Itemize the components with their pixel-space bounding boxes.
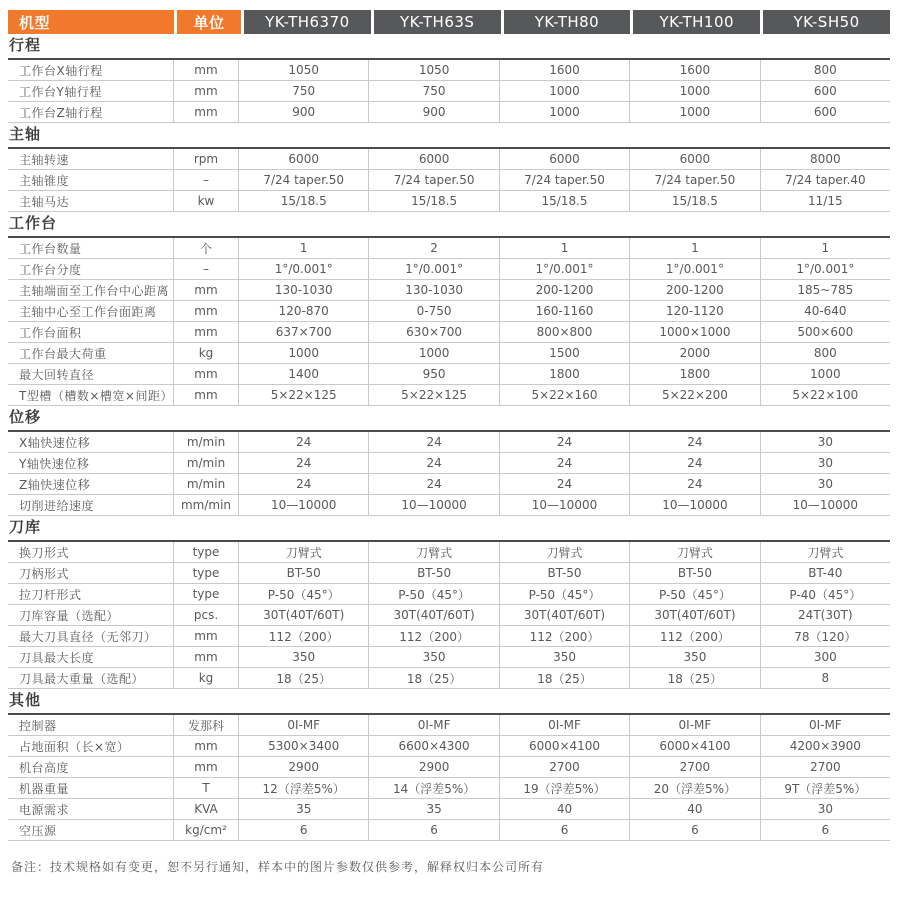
row-value-YK-TH80: P-50（45°） — [500, 584, 630, 604]
row-value-YK-TH80: 10—10000 — [500, 495, 630, 515]
table-row — [8, 736, 890, 757]
row-label: 机器重量 — [8, 778, 174, 798]
row-unit: m/min — [174, 474, 239, 494]
row-value-YK-SH50: 600 — [813, 84, 837, 98]
row-label: 工作台面积 — [8, 322, 174, 342]
table-row — [8, 149, 890, 170]
row-value-YK-SH50: 800 — [813, 346, 837, 360]
row-value-YK-TH100: 7/24 taper.50 — [630, 170, 760, 190]
row-value-YK-SH50: 30 — [817, 456, 833, 470]
row-unit: rpm — [174, 149, 239, 169]
table-row — [8, 191, 890, 212]
row-value-YK-TH100: 5×22×200 — [630, 385, 760, 405]
row-unit: kg/cm² — [174, 820, 239, 840]
section-2 — [8, 123, 890, 212]
row-value-YK-TH80: 7/24 taper.50 — [500, 170, 630, 190]
table-row — [8, 280, 890, 301]
row-value-YK-TH6370: 112（200） — [239, 626, 369, 646]
row-value-YK-TH63S: 5×22×125 — [369, 385, 499, 405]
header-model-2: YK-TH63S — [374, 10, 501, 34]
table-row — [8, 778, 890, 799]
row-value-YK-TH6370: 1400 — [239, 364, 369, 384]
row-value-YK-SH50: 78（120） — [794, 629, 857, 644]
row-value-YK-TH63S: 750 — [369, 81, 499, 101]
table-row — [8, 495, 890, 516]
row-value-YK-SH50: 24T(30T) — [798, 608, 853, 622]
row-label: 刀柄形式 — [8, 563, 174, 583]
row-value-YK-TH80: 1000 — [500, 81, 630, 101]
row-label: Y轴快速位移 — [8, 453, 174, 473]
section-title: 刀库 — [8, 516, 890, 542]
row-value-YK-TH63S: BT-50 — [369, 563, 499, 583]
row-value-YK-TH6370: 637×700 — [239, 322, 369, 342]
row-value-YK-TH100: BT-50 — [630, 563, 760, 583]
row-value-YK-TH100: 112（200） — [630, 626, 760, 646]
row-value-YK-TH80: 18（25） — [500, 668, 630, 688]
table-row — [8, 542, 890, 563]
row-value-YK-TH6370: 24 — [239, 474, 369, 494]
row-unit: KVA — [174, 799, 239, 819]
row-value-YK-TH63S: 24 — [369, 453, 499, 473]
table-row — [8, 715, 890, 736]
table-row — [8, 238, 890, 259]
row-value-YK-TH100: P-50（45°） — [630, 584, 760, 604]
row-label: 占地面积（长×宽） — [8, 736, 174, 756]
row-value-YK-TH63S: 35 — [369, 799, 499, 819]
row-value-YK-SH50: 40-640 — [804, 304, 847, 318]
row-value-YK-TH6370: 900 — [239, 102, 369, 122]
row-label: 电源需求 — [8, 799, 174, 819]
row-value-YK-TH6370: 0I-MF — [239, 715, 369, 735]
table-row — [8, 170, 890, 191]
row-value-YK-TH80: 112（200） — [500, 626, 630, 646]
row-unit: – — [174, 170, 239, 190]
section-5 — [8, 516, 890, 689]
row-value-YK-TH80: 160-1160 — [500, 301, 630, 321]
row-value-YK-SH50: 1 — [821, 241, 830, 255]
row-value-YK-SH50: 4200×3900 — [789, 739, 861, 753]
row-value-YK-TH63S: 30T(40T/60T) — [369, 605, 499, 625]
row-value-YK-TH80: 1 — [500, 238, 630, 258]
row-unit: kg — [174, 668, 239, 688]
row-unit: m/min — [174, 453, 239, 473]
section-title: 主轴 — [8, 123, 890, 149]
row-label: 主轴中心至工作台面距离 — [8, 301, 174, 321]
table-row — [8, 102, 890, 123]
row-value-YK-SH50: 800 — [813, 63, 837, 77]
row-value-YK-TH63S: 18（25） — [369, 668, 499, 688]
row-value-YK-TH63S: 24 — [369, 474, 499, 494]
row-value-YK-TH6370: 18（25） — [239, 668, 369, 688]
row-unit: kg — [174, 343, 239, 363]
row-value-YK-TH80: 1600 — [500, 60, 630, 80]
row-value-YK-SH50: 1000 — [810, 367, 841, 381]
row-value-YK-SH50: 6 — [821, 823, 830, 837]
row-unit: mm — [174, 626, 239, 646]
table-row — [8, 364, 890, 385]
row-value-YK-TH63S: 15/18.5 — [369, 191, 499, 211]
row-value-YK-TH80: 24 — [500, 474, 630, 494]
row-value-YK-TH6370: 1000 — [239, 343, 369, 363]
row-value-YK-TH6370: 5300×3400 — [239, 736, 369, 756]
row-value-YK-TH6370: 刀臂式 — [239, 542, 369, 562]
row-value-YK-TH100: 1000×1000 — [630, 322, 760, 342]
row-value-YK-SH50: 5×22×100 — [792, 388, 859, 402]
table-row — [8, 453, 890, 474]
table-row — [8, 385, 890, 406]
table-row — [8, 605, 890, 626]
row-value-YK-SH50: 30 — [817, 477, 833, 491]
row-unit: mm — [174, 736, 239, 756]
row-label: 最大回转直径 — [8, 364, 174, 384]
row-value-YK-TH6370: 1 — [239, 238, 369, 258]
row-value-YK-TH100: 6 — [630, 820, 760, 840]
row-value-YK-TH80: 24 — [500, 432, 630, 452]
table-row — [8, 432, 890, 453]
row-unit: mm — [174, 647, 239, 667]
row-value-YK-TH100: 1600 — [630, 60, 760, 80]
row-unit: mm — [174, 81, 239, 101]
row-label: 工作台数量 — [8, 238, 174, 258]
row-value-YK-TH63S: 2 — [369, 238, 499, 258]
row-label: 拉刀杆形式 — [8, 584, 174, 604]
row-value-YK-TH63S: 24 — [369, 432, 499, 452]
section-6 — [8, 689, 890, 841]
row-value-YK-SH50: 0I-MF — [808, 718, 842, 732]
row-value-YK-SH50: 9T（浮差5%） — [784, 781, 867, 796]
row-label: 主轴端面至工作台中心距离 — [8, 280, 174, 300]
row-value-YK-TH80: 1°/0.001° — [500, 259, 630, 279]
row-unit: mm — [174, 301, 239, 321]
row-label: 空压源 — [8, 820, 174, 840]
row-value-YK-TH6370: 1050 — [239, 60, 369, 80]
row-label: 最大刀具直径（无邻刀） — [8, 626, 174, 646]
row-value-YK-SH50: 11/15 — [808, 194, 843, 208]
row-value-YK-TH100: 24 — [630, 474, 760, 494]
row-value-YK-TH80: 15/18.5 — [500, 191, 630, 211]
row-value-YK-TH6370: P-50（45°） — [239, 584, 369, 604]
row-label: 工作台X轴行程 — [8, 60, 174, 80]
row-value-YK-TH63S: 1000 — [369, 343, 499, 363]
table-row — [8, 81, 890, 102]
row-value-YK-TH80: 24 — [500, 453, 630, 473]
row-label: 控制器 — [8, 715, 174, 735]
row-unit: mm — [174, 757, 239, 777]
row-unit: 发那科 — [174, 715, 239, 735]
table-row — [8, 647, 890, 668]
row-value-YK-TH6370: 30T(40T/60T) — [239, 605, 369, 625]
table-row — [8, 799, 890, 820]
row-value-YK-TH6370: 24 — [239, 432, 369, 452]
row-unit: 个 — [174, 238, 239, 258]
row-value-YK-SH50: BT-40 — [808, 566, 843, 580]
row-value-YK-TH100: 40 — [630, 799, 760, 819]
header-model-label: 机型 — [8, 10, 174, 34]
row-value-YK-TH100: 1°/0.001° — [630, 259, 760, 279]
row-value-YK-TH63S: 950 — [369, 364, 499, 384]
row-value-YK-TH63S: 900 — [369, 102, 499, 122]
row-value-YK-TH63S: 刀臂式 — [369, 542, 499, 562]
row-value-YK-SH50: 30 — [817, 435, 833, 449]
row-value-YK-TH100: 24 — [630, 432, 760, 452]
row-value-YK-TH63S: 6 — [369, 820, 499, 840]
row-label: 主轴马达 — [8, 191, 174, 211]
row-value-YK-TH100: 1000 — [630, 102, 760, 122]
row-unit: mm — [174, 60, 239, 80]
row-label: X轴快速位移 — [8, 432, 174, 452]
row-value-YK-TH100: 20（浮差5%） — [630, 778, 760, 798]
row-value-YK-TH63S: 6000 — [369, 149, 499, 169]
row-value-YK-TH6370: 1°/0.001° — [239, 259, 369, 279]
row-value-YK-TH63S: 0I-MF — [369, 715, 499, 735]
row-unit: T — [174, 778, 239, 798]
row-unit: kw — [174, 191, 239, 211]
row-unit: mm — [174, 385, 239, 405]
spec-sections — [8, 34, 890, 841]
row-value-YK-SH50: 185~785 — [797, 283, 854, 297]
row-value-YK-TH80: 200-1200 — [500, 280, 630, 300]
row-unit: mm — [174, 322, 239, 342]
row-value-YK-TH6370: 7/24 taper.50 — [239, 170, 369, 190]
header-model-1: YK-TH6370 — [244, 10, 371, 34]
row-value-YK-TH63S: 2900 — [369, 757, 499, 777]
row-unit: – — [174, 259, 239, 279]
row-label: 刀具最大重量（选配） — [8, 668, 174, 688]
row-label: T型槽（槽数×槽宽×间距） — [8, 385, 174, 405]
row-label: 主轴转速 — [8, 149, 174, 169]
row-value-YK-TH100: 6000 — [630, 149, 760, 169]
section-4 — [8, 406, 890, 516]
row-unit: mm — [174, 364, 239, 384]
row-value-YK-TH6370: 35 — [239, 799, 369, 819]
row-value-YK-TH6370: 6 — [239, 820, 369, 840]
table-row — [8, 60, 890, 81]
header-model-4: YK-TH100 — [633, 10, 760, 34]
row-value-YK-TH63S: 7/24 taper.50 — [369, 170, 499, 190]
row-value-YK-SH50: 600 — [813, 105, 837, 119]
row-value-YK-TH6370: 350 — [239, 647, 369, 667]
row-value-YK-TH6370: 750 — [239, 81, 369, 101]
row-value-YK-TH100: 2700 — [630, 757, 760, 777]
row-value-YK-TH63S: 112（200） — [369, 626, 499, 646]
section-title: 行程 — [8, 34, 890, 60]
table-row — [8, 259, 890, 280]
row-value-YK-TH80: 0I-MF — [500, 715, 630, 735]
row-unit: mm — [174, 102, 239, 122]
row-value-YK-TH80: 5×22×160 — [500, 385, 630, 405]
row-value-YK-SH50: 2700 — [810, 760, 841, 774]
row-value-YK-TH6370: 5×22×125 — [239, 385, 369, 405]
row-value-YK-SH50: 8000 — [810, 152, 841, 166]
row-value-YK-TH80: 6000×4100 — [500, 736, 630, 756]
header-unit-label: 单位 — [177, 10, 241, 34]
row-label: 机台高度 — [8, 757, 174, 777]
row-unit: type — [174, 584, 239, 604]
row-value-YK-TH80: 350 — [500, 647, 630, 667]
table-row — [8, 584, 890, 605]
row-value-YK-TH80: 30T(40T/60T) — [500, 605, 630, 625]
row-value-YK-SH50: 1°/0.001° — [796, 262, 855, 276]
row-value-YK-TH80: 1500 — [500, 343, 630, 363]
row-label: 工作台Z轴行程 — [8, 102, 174, 122]
row-value-YK-TH100: 2000 — [630, 343, 760, 363]
row-value-YK-TH100: 15/18.5 — [630, 191, 760, 211]
table-row — [8, 474, 890, 495]
table-row — [8, 668, 890, 689]
row-value-YK-TH100: 1 — [630, 238, 760, 258]
row-value-YK-SH50: 300 — [813, 650, 837, 664]
row-value-YK-TH100: 0I-MF — [630, 715, 760, 735]
section-title: 工作台 — [8, 212, 890, 238]
row-value-YK-SH50: 刀臂式 — [807, 545, 844, 560]
row-label: 工作台最大荷重 — [8, 343, 174, 363]
row-value-YK-TH63S: 1050 — [369, 60, 499, 80]
row-value-YK-TH63S: 14（浮差5%） — [369, 778, 499, 798]
footnote: 备注：技术规格如有变更，恕不另行通知，样本中的图片参数仅供参考，解释权归本公司所有 — [11, 860, 545, 874]
table-row — [8, 820, 890, 841]
row-value-YK-TH63S: 630×700 — [369, 322, 499, 342]
row-value-YK-TH6370: 6000 — [239, 149, 369, 169]
table-row — [8, 626, 890, 647]
header-model-3: YK-TH80 — [504, 10, 631, 34]
row-label: 工作台Y轴行程 — [8, 81, 174, 101]
table-row — [8, 757, 890, 778]
row-label: 换刀形式 — [8, 542, 174, 562]
row-value-YK-SH50: 7/24 taper.40 — [784, 173, 866, 187]
row-value-YK-TH6370: 120-870 — [239, 301, 369, 321]
row-value-YK-TH80: 40 — [500, 799, 630, 819]
row-value-YK-TH6370: BT-50 — [239, 563, 369, 583]
row-value-YK-TH6370: 24 — [239, 453, 369, 473]
row-value-YK-SH50: 8 — [821, 671, 830, 685]
row-value-YK-TH6370: 2900 — [239, 757, 369, 777]
row-value-YK-TH100: 120-1120 — [630, 301, 760, 321]
row-value-YK-TH100: 10—10000 — [630, 495, 760, 515]
row-value-YK-TH80: 6 — [500, 820, 630, 840]
row-value-YK-TH100: 30T(40T/60T) — [630, 605, 760, 625]
row-value-YK-TH80: BT-50 — [500, 563, 630, 583]
row-value-YK-TH80: 800×800 — [500, 322, 630, 342]
table-row — [8, 322, 890, 343]
row-unit: type — [174, 563, 239, 583]
section-1 — [8, 34, 890, 123]
row-value-YK-TH80: 6000 — [500, 149, 630, 169]
row-label: 工作台分度 — [8, 259, 174, 279]
row-label: 刀库容量（选配） — [8, 605, 174, 625]
row-value-YK-TH100: 350 — [630, 647, 760, 667]
row-unit: mm/min — [174, 495, 239, 515]
section-title: 其他 — [8, 689, 890, 715]
spec-table — [8, 10, 890, 841]
row-value-YK-SH50: 10—10000 — [792, 498, 859, 512]
row-value-YK-SH50: 30 — [817, 802, 833, 816]
row-value-YK-SH50: 500×600 — [797, 325, 854, 339]
row-unit: mm — [174, 280, 239, 300]
row-value-YK-TH63S: 10—10000 — [369, 495, 499, 515]
row-label: 切削进给速度 — [8, 495, 174, 515]
row-value-YK-TH80: 2700 — [500, 757, 630, 777]
row-value-YK-TH63S: P-50（45°） — [369, 584, 499, 604]
row-value-YK-TH63S: 1°/0.001° — [369, 259, 499, 279]
row-value-YK-TH6370: 12（浮差5%） — [239, 778, 369, 798]
table-row — [8, 343, 890, 364]
row-unit: type — [174, 542, 239, 562]
row-value-YK-SH50: P-40（45°） — [789, 587, 862, 602]
row-value-YK-TH100: 1000 — [630, 81, 760, 101]
section-3 — [8, 212, 890, 406]
row-unit: pcs. — [174, 605, 239, 625]
row-unit: m/min — [174, 432, 239, 452]
row-value-YK-TH100: 6000×4100 — [630, 736, 760, 756]
row-value-YK-TH63S: 350 — [369, 647, 499, 667]
row-label: 刀具最大长度 — [8, 647, 174, 667]
table-header-row — [8, 10, 890, 34]
row-value-YK-TH100: 24 — [630, 453, 760, 473]
table-row — [8, 301, 890, 322]
row-value-YK-TH100: 18（25） — [630, 668, 760, 688]
row-value-YK-TH80: 1000 — [500, 102, 630, 122]
header-model-5: YK-SH50 — [763, 10, 890, 34]
row-value-YK-TH63S: 130-1030 — [369, 280, 499, 300]
table-row — [8, 563, 890, 584]
row-value-YK-TH100: 刀臂式 — [630, 542, 760, 562]
row-value-YK-TH80: 刀臂式 — [500, 542, 630, 562]
row-value-YK-TH6370: 15/18.5 — [239, 191, 369, 211]
row-value-YK-TH80: 1800 — [500, 364, 630, 384]
row-label: 主轴锥度 — [8, 170, 174, 190]
row-label: Z轴快速位移 — [8, 474, 174, 494]
row-value-YK-TH63S: 0-750 — [369, 301, 499, 321]
row-value-YK-TH6370: 130-1030 — [239, 280, 369, 300]
row-value-YK-TH100: 1800 — [630, 364, 760, 384]
row-value-YK-TH100: 200-1200 — [630, 280, 760, 300]
row-value-YK-TH6370: 10—10000 — [239, 495, 369, 515]
section-title: 位移 — [8, 406, 890, 432]
row-value-YK-TH63S: 6600×4300 — [369, 736, 499, 756]
row-value-YK-TH80: 19（浮差5%） — [500, 778, 630, 798]
